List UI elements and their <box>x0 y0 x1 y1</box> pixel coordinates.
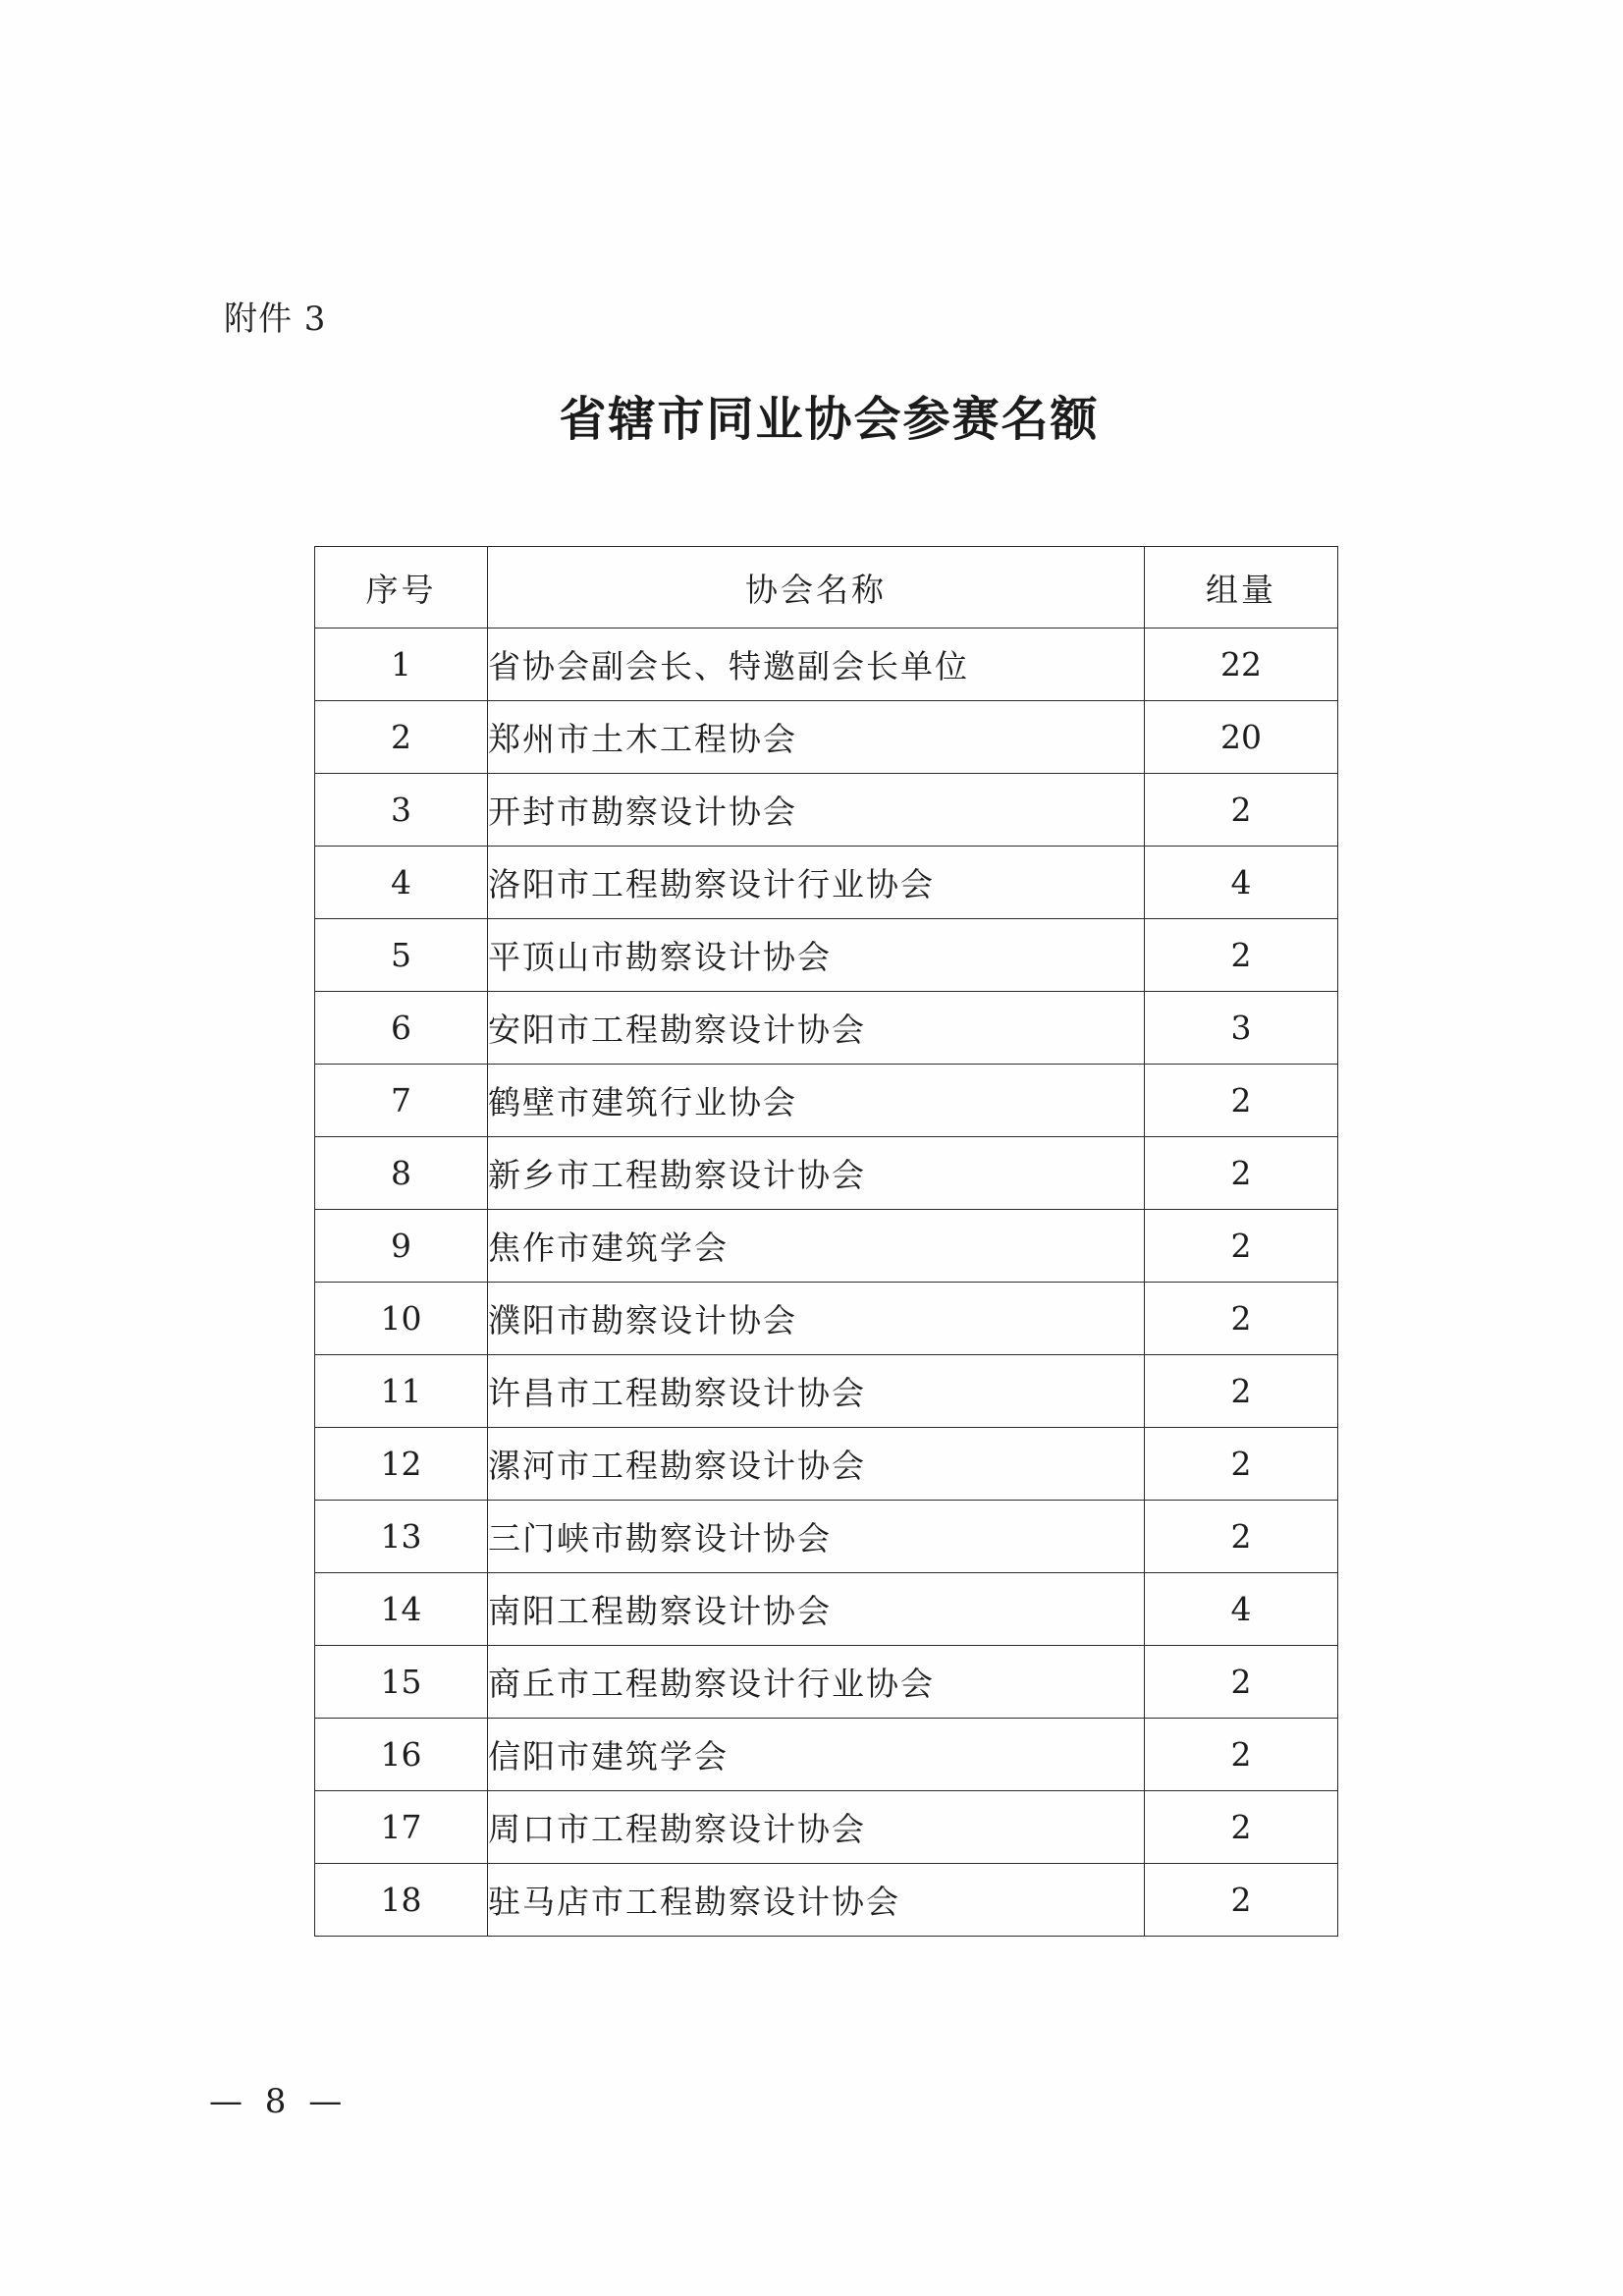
cell-index: 5 <box>315 919 488 992</box>
table-row <box>315 701 1338 774</box>
table-row <box>315 1646 1338 1719</box>
cell-index: 3 <box>315 774 488 847</box>
cell-index: 10 <box>315 1283 488 1355</box>
table-row <box>315 1428 1338 1501</box>
cell-quota-count: 2 <box>1145 1646 1338 1719</box>
cell-index: 15 <box>315 1646 488 1719</box>
cell-index: 13 <box>315 1501 488 1573</box>
cell-quota-count: 2 <box>1145 1791 1338 1864</box>
cell-quota-count: 2 <box>1145 1137 1338 1210</box>
cell-association-name: 南阳工程勘察设计协会 <box>488 1573 1145 1646</box>
quota-table-body <box>315 629 1338 1937</box>
cell-quota-count: 2 <box>1145 1719 1338 1791</box>
cell-association-name: 濮阳市勘察设计协会 <box>488 1283 1145 1355</box>
cell-association-name: 新乡市工程勘察设计协会 <box>488 1137 1145 1210</box>
cell-index: 16 <box>315 1719 488 1791</box>
cell-association-name: 许昌市工程勘察设计协会 <box>488 1355 1145 1428</box>
table-row <box>315 629 1338 701</box>
table-row <box>315 1210 1338 1283</box>
cell-index: 1 <box>315 629 488 701</box>
table-row <box>315 1355 1338 1428</box>
page-title: 省辖市同业协会参赛名额 <box>559 392 1100 447</box>
cell-association-name: 周口市工程勘察设计协会 <box>488 1791 1145 1864</box>
cell-association-name: 平顶山市勘察设计协会 <box>488 919 1145 992</box>
table-header-row <box>315 547 1338 629</box>
cell-quota-count: 2 <box>1145 1428 1338 1501</box>
cell-quota-count: 2 <box>1145 919 1338 992</box>
cell-index: 17 <box>315 1791 488 1864</box>
cell-index: 11 <box>315 1355 488 1428</box>
cell-association-name: 商丘市工程勘察设计行业协会 <box>488 1646 1145 1719</box>
table-row <box>315 1864 1338 1937</box>
cell-association-name: 开封市勘察设计协会 <box>488 774 1145 847</box>
table-row <box>315 919 1338 992</box>
cell-quota-count: 2 <box>1145 1501 1338 1573</box>
cell-index: 4 <box>315 847 488 919</box>
cell-quota-count: 3 <box>1145 992 1338 1065</box>
cell-quota-count: 2 <box>1145 1283 1338 1355</box>
cell-association-name: 安阳市工程勘察设计协会 <box>488 992 1145 1065</box>
table-row <box>315 1137 1338 1210</box>
table-row <box>315 992 1338 1065</box>
cell-quota-count: 4 <box>1145 847 1338 919</box>
table-row <box>315 1065 1338 1137</box>
cell-index: 7 <box>315 1065 488 1137</box>
cell-quota-count: 20 <box>1145 701 1338 774</box>
cell-association-name: 鹤壁市建筑行业协会 <box>488 1065 1145 1137</box>
table-row <box>315 774 1338 847</box>
column-header-name: 协会名称 <box>488 547 1145 629</box>
cell-association-name: 三门峡市勘察设计协会 <box>488 1501 1145 1573</box>
cell-association-name: 郑州市土木工程协会 <box>488 701 1145 774</box>
table-row <box>315 1719 1338 1791</box>
cell-association-name: 洛阳市工程勘察设计行业协会 <box>488 847 1145 919</box>
column-header-index: 序号 <box>315 547 488 629</box>
cell-quota-count: 2 <box>1145 1864 1338 1937</box>
cell-quota-count: 2 <box>1145 774 1338 847</box>
table-row <box>315 1791 1338 1864</box>
cell-index: 14 <box>315 1573 488 1646</box>
cell-index: 2 <box>315 701 488 774</box>
cell-quota-count: 2 <box>1145 1065 1338 1137</box>
quota-table-container <box>314 546 1337 1937</box>
cell-index: 9 <box>315 1210 488 1283</box>
cell-quota-count: 2 <box>1145 1355 1338 1428</box>
cell-association-name: 省协会副会长、特邀副会长单位 <box>488 629 1145 701</box>
cell-index: 8 <box>315 1137 488 1210</box>
table-row <box>315 847 1338 919</box>
column-header-count: 组量 <box>1145 547 1338 629</box>
table-row <box>315 1573 1338 1646</box>
page-number-footer: — 8 — <box>209 2082 349 2121</box>
cell-quota-count: 4 <box>1145 1573 1338 1646</box>
cell-association-name: 信阳市建筑学会 <box>488 1719 1145 1791</box>
table-row <box>315 1501 1338 1573</box>
attachment-label: 附件 3 <box>224 300 327 339</box>
table-row <box>315 1283 1338 1355</box>
cell-index: 6 <box>315 992 488 1065</box>
quota-table <box>314 546 1338 1937</box>
cell-quota-count: 22 <box>1145 629 1338 701</box>
cell-association-name: 漯河市工程勘察设计协会 <box>488 1428 1145 1501</box>
cell-association-name: 焦作市建筑学会 <box>488 1210 1145 1283</box>
cell-quota-count: 2 <box>1145 1210 1338 1283</box>
cell-index: 18 <box>315 1864 488 1937</box>
cell-association-name: 驻马店市工程勘察设计协会 <box>488 1864 1145 1937</box>
cell-index: 12 <box>315 1428 488 1501</box>
